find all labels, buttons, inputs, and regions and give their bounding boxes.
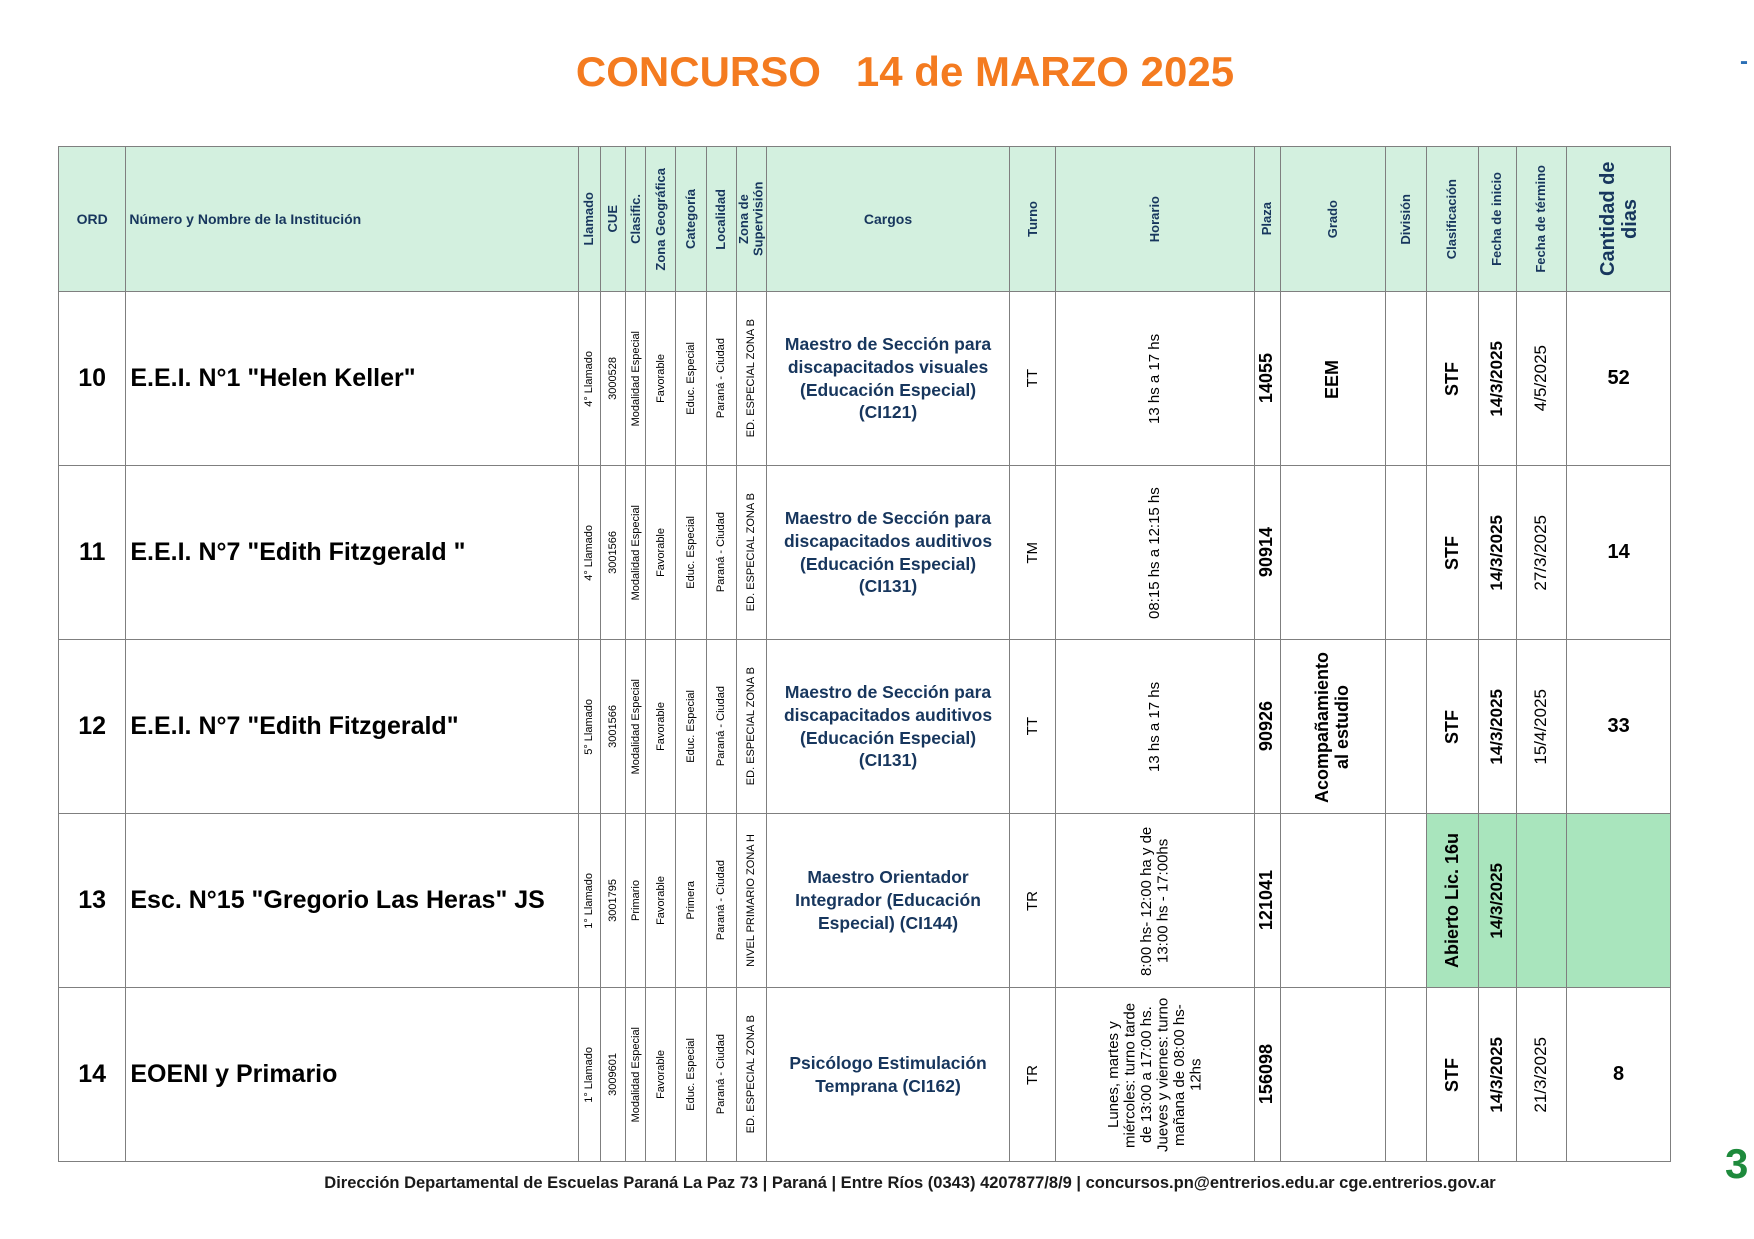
cell-fecha-termino: 27/3/2025 xyxy=(1516,466,1566,640)
cell-ord: 11 xyxy=(59,466,126,640)
cell-clasific: Modalidad Especial xyxy=(626,640,646,814)
cell-fecha-termino xyxy=(1516,814,1566,988)
cell-clasificacion: Abierto Lic. 16u xyxy=(1427,814,1478,988)
cell-horario: 08:15 hs a 12:15 hs xyxy=(1056,466,1254,640)
cell-categoria: Primera xyxy=(676,814,706,988)
cell-institucion: EOENI y Primario xyxy=(126,988,579,1162)
cell-turno: TT xyxy=(1010,640,1056,814)
header-zona-supervision: Zona de Supervisión xyxy=(736,147,766,292)
cell-plaza: 90914 xyxy=(1254,466,1280,640)
page-title: CONCURSO 14 de MARZO 2025 xyxy=(575,48,1235,95)
concurso-table xyxy=(58,146,1671,1162)
header-ord: ORD xyxy=(59,147,126,292)
table-row xyxy=(59,640,1671,814)
header-cue: CUE xyxy=(601,147,626,292)
cell-turno: TM xyxy=(1010,466,1056,640)
cell-ord: 10 xyxy=(59,292,126,466)
cell-plaza: 90926 xyxy=(1254,640,1280,814)
cell-zona-geografica: Favorable xyxy=(646,640,676,814)
cell-clasific: Modalidad Especial xyxy=(626,466,646,640)
table-row xyxy=(59,292,1671,466)
header-horario: Horario xyxy=(1056,147,1254,292)
cell-horario: 8:00 hs- 12:00 ha y de 13:00 hs - 17:00hs xyxy=(1056,814,1254,988)
table-row xyxy=(59,988,1671,1162)
cell-cantidad-dias: 33 xyxy=(1567,640,1671,814)
cell-localidad: Paraná - Ciudad xyxy=(706,292,736,466)
header-fecha-termino: Fecha de término xyxy=(1516,147,1566,292)
cell-clasific: Modalidad Especial xyxy=(626,988,646,1162)
cell-categoria: Educ. Especial xyxy=(676,466,706,640)
cell-clasific: Primario xyxy=(626,814,646,988)
header-turno: Turno xyxy=(1010,147,1056,292)
cell-zona-geografica: Favorable xyxy=(646,292,676,466)
cell-institucion: Esc. N°15 "Gregorio Las Heras" JS xyxy=(126,814,579,988)
cell-localidad: Paraná - Ciudad xyxy=(706,640,736,814)
cell-cue: 3009601 xyxy=(601,988,626,1162)
cell-fecha-inicio: 14/3/2025 xyxy=(1478,640,1516,814)
header-cargos: Cargos xyxy=(766,147,1009,292)
cell-grado: EEM xyxy=(1280,292,1386,466)
cell-cue: 3000528 xyxy=(601,292,626,466)
cell-zona-supervision: ED. ESPECIAL ZONA B xyxy=(736,640,766,814)
cell-cue: 3001566 xyxy=(601,640,626,814)
cell-turno: TR xyxy=(1010,988,1056,1162)
cell-zona-supervision: ED. ESPECIAL ZONA B xyxy=(736,988,766,1162)
cell-categoria: Educ. Especial xyxy=(676,988,706,1162)
cell-institucion: E.E.I. N°1 "Helen Keller" xyxy=(126,292,579,466)
header-clasificacion: Clasificación xyxy=(1427,147,1478,292)
header-division: División xyxy=(1386,147,1427,292)
cell-cargo: Psicólogo Estimulación Temprana (CI162) xyxy=(766,988,1009,1162)
cell-llamado: 1° Llamado xyxy=(578,814,600,988)
cell-zona-supervision: ED. ESPECIAL ZONA B xyxy=(736,292,766,466)
cell-zona-supervision: ED. ESPECIAL ZONA B xyxy=(736,466,766,640)
cell-localidad: Paraná - Ciudad xyxy=(706,988,736,1162)
header-fecha-inicio: Fecha de inicio xyxy=(1478,147,1516,292)
cell-horario: Lunes, martes y miércoles: turno tarde de 13:00 a 17:00 hs. Jueves y viernes: turno mañana de 08:00 hs-12hs xyxy=(1056,988,1254,1162)
header-localidad: Localidad xyxy=(706,147,736,292)
header-categoria: Categoría xyxy=(676,147,706,292)
page-number: 3 xyxy=(1725,1140,1749,1187)
cell-llamado: 4° Llamado xyxy=(578,292,600,466)
cell-fecha-inicio: 14/3/2025 xyxy=(1478,814,1516,988)
header-plaza: Plaza xyxy=(1254,147,1280,292)
header-row xyxy=(59,147,1671,292)
cell-categoria: Educ. Especial xyxy=(676,640,706,814)
cell-horario: 13 hs a 17 hs xyxy=(1056,292,1254,466)
header-cantidad-dias: Cantidad de dias xyxy=(1567,147,1671,292)
cell-division xyxy=(1386,814,1427,988)
header-llamado: Llamado xyxy=(578,147,600,292)
cell-ord: 14 xyxy=(59,988,126,1162)
footer-contact: Dirección Departamental de Escuelas Paraná La Paz 73 | Paraná | Entre Ríos (0343) 4207877/8/9 | concursos.pn@entrerios.edu.ar cge.entrerios.gov.ar xyxy=(324,1174,1496,1192)
cell-ord: 12 xyxy=(59,640,126,814)
cell-institucion: E.E.I. N°7 "Edith Fitzgerald " xyxy=(126,466,579,640)
cell-grado xyxy=(1280,466,1386,640)
cell-division xyxy=(1386,640,1427,814)
cell-plaza: 156098 xyxy=(1254,988,1280,1162)
cell-fecha-termino: 15/4/2025 xyxy=(1516,640,1566,814)
header-zona-geografica: Zona Geográfica xyxy=(646,147,676,292)
cell-cantidad-dias: 8 xyxy=(1567,988,1671,1162)
cell-clasific: Modalidad Especial xyxy=(626,292,646,466)
cell-fecha-inicio: 14/3/2025 xyxy=(1478,466,1516,640)
cell-localidad: Paraná - Ciudad xyxy=(706,814,736,988)
table-row xyxy=(59,814,1671,988)
cell-zona-supervision: NIVEL PRIMARIO ZONA H xyxy=(736,814,766,988)
cell-fecha-inicio: 14/3/2025 xyxy=(1478,292,1516,466)
corner-mark: - xyxy=(1740,48,1748,75)
cell-grado xyxy=(1280,988,1386,1162)
cell-cargo: Maestro de Sección para discapacitados auditivos (Educación Especial) (CI131) xyxy=(766,640,1009,814)
cell-clasificacion: STF xyxy=(1427,988,1478,1162)
cell-division xyxy=(1386,988,1427,1162)
cell-institucion: E.E.I. N°7 "Edith Fitzgerald" xyxy=(126,640,579,814)
cell-cue: 3001566 xyxy=(601,466,626,640)
cell-clasificacion: STF xyxy=(1427,292,1478,466)
cell-zona-geografica: Favorable xyxy=(646,814,676,988)
header-clasific: Clasific. xyxy=(626,147,646,292)
cell-grado: Acompañamiento al estudio xyxy=(1280,640,1386,814)
cell-clasificacion: STF xyxy=(1427,466,1478,640)
cell-cantidad-dias xyxy=(1567,814,1671,988)
cell-cue: 3001795 xyxy=(601,814,626,988)
cell-plaza: 14055 xyxy=(1254,292,1280,466)
cell-division xyxy=(1386,292,1427,466)
cell-zona-geografica: Favorable xyxy=(646,466,676,640)
cell-division xyxy=(1386,466,1427,640)
cell-clasificacion: STF xyxy=(1427,640,1478,814)
cell-llamado: 1° Llamado xyxy=(578,988,600,1162)
cell-horario: 13 hs a 17 hs xyxy=(1056,640,1254,814)
cell-fecha-termino: 4/5/2025 xyxy=(1516,292,1566,466)
cell-llamado: 4° Llamado xyxy=(578,466,600,640)
cell-llamado: 5° Llamado xyxy=(578,640,600,814)
cell-ord: 13 xyxy=(59,814,126,988)
cell-categoria: Educ. Especial xyxy=(676,292,706,466)
cell-cantidad-dias: 14 xyxy=(1567,466,1671,640)
cell-turno: TT xyxy=(1010,292,1056,466)
cell-cargo: Maestro de Sección para discapacitados auditivos (Educación Especial) (CI131) xyxy=(766,466,1009,640)
cell-localidad: Paraná - Ciudad xyxy=(706,466,736,640)
cell-cargo: Maestro Orientador Integrador (Educación Especial) (CI144) xyxy=(766,814,1009,988)
cell-fecha-termino: 21/3/2025 xyxy=(1516,988,1566,1162)
cell-cargo: Maestro de Sección para discapacitados visuales (Educación Especial) (CI121) xyxy=(766,292,1009,466)
cell-zona-geografica: Favorable xyxy=(646,988,676,1162)
cell-grado xyxy=(1280,814,1386,988)
cell-turno: TR xyxy=(1010,814,1056,988)
cell-cantidad-dias: 52 xyxy=(1567,292,1671,466)
header-institucion: Número y Nombre de la Institución xyxy=(126,147,579,292)
cell-plaza: 121041 xyxy=(1254,814,1280,988)
table-row xyxy=(59,466,1671,640)
header-grado: Grado xyxy=(1280,147,1386,292)
cell-fecha-inicio: 14/3/2025 xyxy=(1478,988,1516,1162)
